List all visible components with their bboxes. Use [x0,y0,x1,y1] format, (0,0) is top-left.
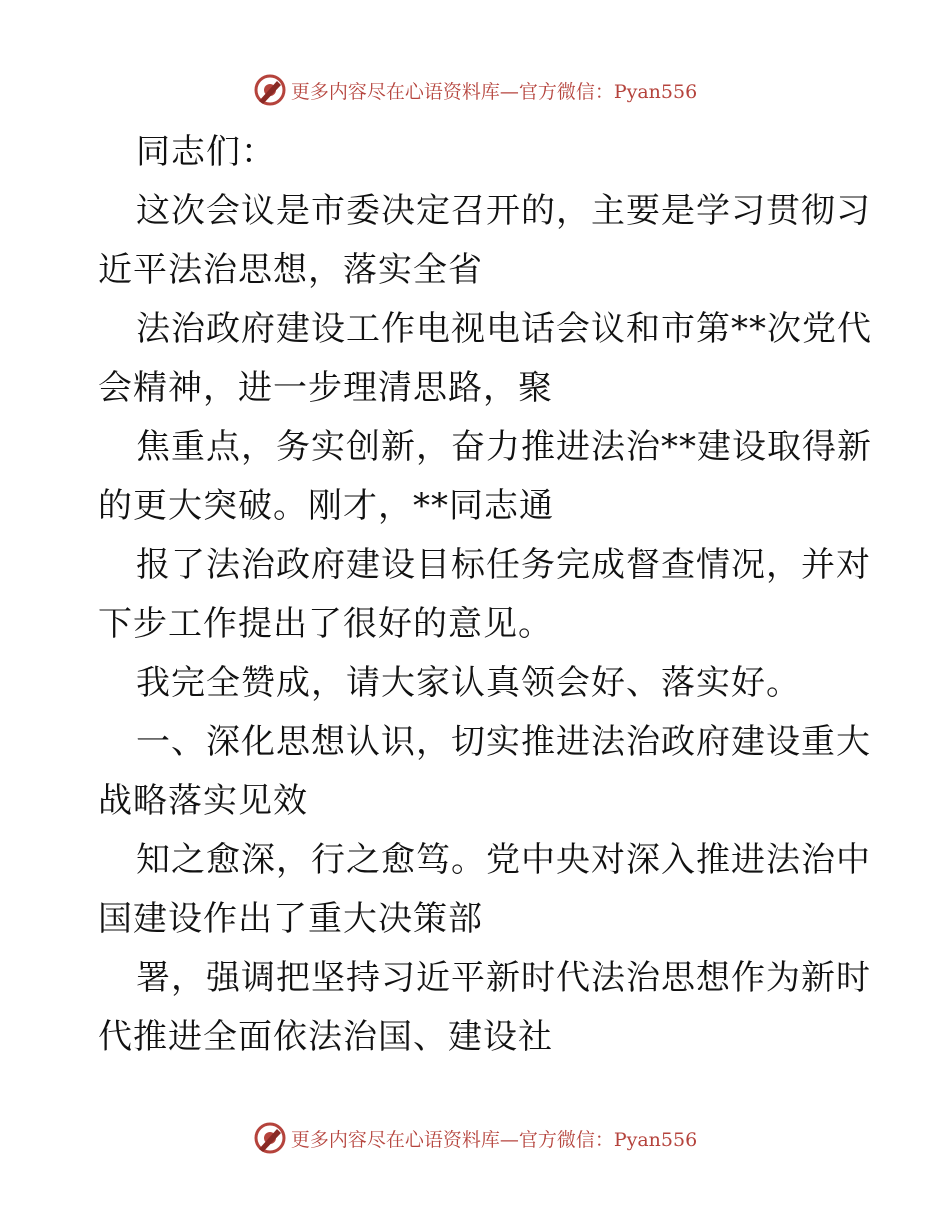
paragraph [98,300,872,418]
text-line: 署，强调把坚持习近平新时代法治思想作为新时 [136,958,871,998]
text-line: 一、深化思想认识，切实推进法治政府建设重大 [136,722,871,762]
paragraph [98,654,868,713]
paragraph [98,418,872,536]
paragraph [98,123,868,182]
paragraph [98,182,871,300]
footer-watermark [0,1118,950,1158]
text-line: 国建设作出了重大决策部 [98,899,483,939]
footer-watermark-text: 更多内容尽在心语资料库—官方微信：Pyan556 [290,1128,698,1151]
paragraph [98,536,871,654]
paragraph [98,949,871,1067]
text-line: 报了法治政府建设目标任务完成督查情况，并对 [136,545,871,585]
text-line: 法治政府建设工作电视电话会议和市第**次党代 [136,309,872,349]
text-line: 同志们： [136,132,276,172]
text-line: 的更大突破。刚才，**同志通 [98,486,554,526]
text-line: 我完全赞成，请大家认真领会好、落实好。 [136,663,801,703]
text-line: 焦重点，务实创新，奋力推进法治**建设取得新 [136,427,872,467]
text-line: 下步工作提出了很好的意见。 [98,604,553,644]
document-body [98,123,872,1067]
text-line: 代推进全面依法治国、建设社 [98,1017,553,1057]
brand-logo-icon [253,1121,287,1155]
text-line: 这次会议是市委决定召开的，主要是学习贯彻习 [136,191,871,231]
text-line: 战略落实见效 [98,781,308,821]
paragraph [98,831,871,949]
header-watermark [0,70,950,110]
brand-logo-icon [253,73,287,107]
text-line: 会精神，进一步理清思路，聚 [98,368,553,408]
text-line: 近平法治思想，落实全省 [98,250,483,290]
header-watermark-text: 更多内容尽在心语资料库—官方微信：Pyan556 [290,80,698,103]
text-line: 知之愈深，行之愈笃。党中央对深入推进法治中 [136,840,871,880]
section-heading [98,713,871,831]
